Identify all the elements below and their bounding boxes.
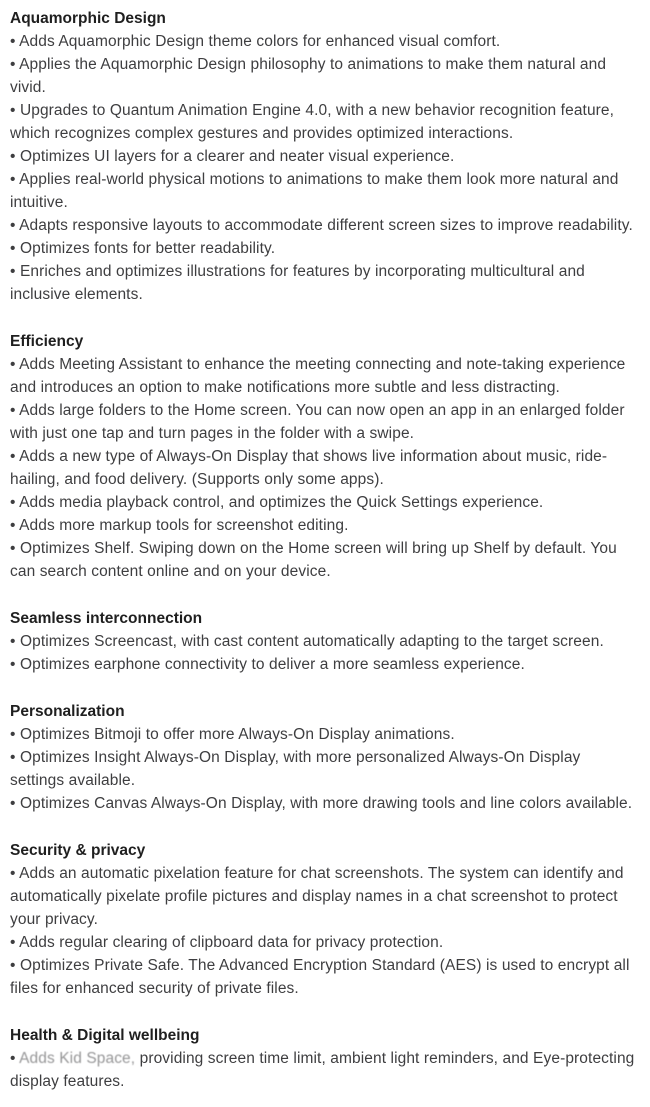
bullet-list [10, 862, 638, 1000]
bullet-item: • Optimizes Bitmoji to offer more Always-On Display animations. [10, 726, 455, 743]
bullet-item: • Adds an automatic pixelation feature for chat screenshots. The system can identify and automatically pixelate profile pictures and display names in a chat screenshot to protect your privacy. [10, 865, 624, 928]
bullet-item: • Applies real-world physical motions to animations to make them look more natural and intuitive. [10, 171, 619, 211]
changelog-section [10, 7, 638, 306]
bullet-item: • Adds large folders to the Home screen. You can now open an app in an enlarged folder with just one tap and turn pages in the folder with a swipe. [10, 402, 625, 442]
bullet-item: • Optimizes Private Safe. The Advanced Encryption Standard (AES) is used to encrypt all files for enhanced security of private files. [10, 957, 630, 997]
changelog-section [10, 839, 638, 1000]
section-title: Seamless interconnection [10, 610, 203, 627]
section-title: Personalization [10, 703, 125, 720]
bullet-item: • Optimizes Insight Always-On Display, with more personalized Always-On Display settings available. [10, 749, 581, 789]
bullet-item: • Optimizes UI layers for a clearer and neater visual experience. [10, 148, 455, 165]
bullet-item: • Optimizes Canvas Always-On Display, with more drawing tools and line colors available. [10, 795, 633, 812]
bullet-item: • Adds regular clearing of clipboard data for privacy protection. [10, 934, 444, 951]
faded-text: Adds Kid Space, [19, 1050, 136, 1067]
bullet-item: • Adds more markup tools for screenshot editing. [10, 517, 349, 534]
bullet-item: • Enriches and optimizes illustrations for features by incorporating multicultural and inclusive elements. [10, 263, 585, 303]
section-title: Efficiency [10, 333, 84, 350]
bullet-item: • Optimizes Shelf. Swiping down on the Home screen will bring up Shelf by default. You can search content online and on your device. [10, 540, 617, 580]
bullet-item: • Adapts responsive layouts to accommodate different screen sizes to improve readability. [10, 217, 633, 234]
changelog-section [10, 700, 638, 815]
bullet-list [10, 723, 638, 815]
bullet-item: • Adds Meeting Assistant to enhance the meeting connecting and note-taking experience and introduces an option to make notifications more subtle and less distracting. [10, 356, 626, 396]
bullet-item: • Optimizes Screencast, with cast content automatically adapting to the target screen. [10, 633, 604, 650]
bullet-item: • Adds media playback control, and optimizes the Quick Settings experience. [10, 494, 544, 511]
bullet-item: • Adds Aquamorphic Design theme colors for enhanced visual comfort. [10, 33, 501, 50]
changelog-section [10, 330, 638, 583]
bullet-item: • Adds Kid Space, providing screen time limit, ambient light reminders, and Eye-protecting display features. [10, 1050, 635, 1090]
bullet-item: • Optimizes fonts for better readability. [10, 240, 276, 257]
section-title: Health & Digital wellbeing [10, 1027, 200, 1044]
bullet-item: • Adds a new type of Always-On Display that shows live information about music, ride-hailing, and food delivery. (Supports only some apps). [10, 448, 608, 488]
bullet-text: providing screen time limit, ambient light reminders, and Eye-protecting display features. [10, 1050, 635, 1090]
changelog-section [10, 607, 638, 676]
bullet-list [10, 1047, 638, 1093]
bullet-item: • Upgrades to Quantum Animation Engine 4.0, with a new behavior recognition feature, which recognizes complex gestures and provides optimized interactions. [10, 102, 615, 142]
bullet-list [10, 353, 638, 583]
section-title: Security & privacy [10, 842, 146, 859]
bullet-item: • Applies the Aquamorphic Design philosophy to animations to make them natural and vivid. [10, 56, 607, 96]
changelog-section [10, 1024, 638, 1093]
bullet-item: • Optimizes earphone connectivity to deliver a more seamless experience. [10, 656, 525, 673]
bullet-list [10, 630, 638, 676]
bullet-list [10, 30, 638, 306]
section-title: Aquamorphic Design [10, 10, 166, 27]
